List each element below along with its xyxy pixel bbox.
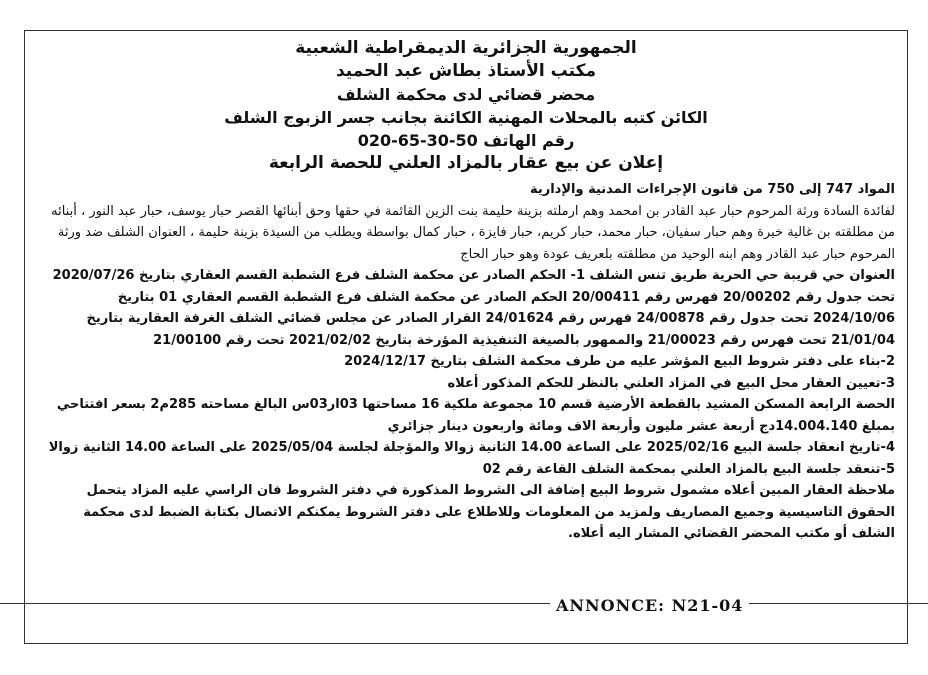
body-articles: المواد 747 إلى 750 من قانون الإجراءات المدنية والإدارية xyxy=(529,182,895,197)
footer-divider xyxy=(0,603,928,604)
body-item-4: 4-تاريخ انعقاد جلسة البيع 2025/02/16 على الساعة 14.00 الثانية زوالا والمؤجلة لجلسة 2025/05/04 على الساعة 14.00 الثانية زوالا xyxy=(48,440,895,455)
announcement-frame xyxy=(24,30,908,644)
header-office: مكتب الأستاذ بطاش عبد الحميد xyxy=(335,61,597,81)
body-item-3: 3-تعيين العقار محل البيع في المزاد العلني بالنظر للحكم المذكور أعلاه xyxy=(447,375,895,391)
header-republic: الجمهورية الجزائرية الديمقراطية الشعبية xyxy=(295,38,637,58)
header-bailiff: محضر قضائي لدى محكمة الشلف xyxy=(336,85,596,104)
body-item-2: 2-بناء على دفتر شروط البيع المؤشر عليه من طرف محكمة الشلف بتاريخ 2024/12/17 xyxy=(344,354,895,369)
announcement-content xyxy=(33,37,899,635)
header-address: الكائن كتبه بالمحلات المهنية الكائنة بجانب جسر الزبوج الشلف xyxy=(224,108,708,127)
body-property: الحصة الرابعة المسكن المشيد بالقطعة الأرضية قسم 10 مجموعة ملكية 16 مساحتها 03ار03س البالغ مساحته 285م2 بسعر افتتاحي بمبلغ 14.004.140دج أربعة عشر مليون وأربعة الاف ومائة واربعون دينار جزائري xyxy=(56,397,895,434)
header-phone: رقم الهاتف 50-30-65-020 xyxy=(357,131,575,150)
announcement-title: إعلان عن بيع عقار بالمزاد العلني للحصة الرابعة xyxy=(268,153,664,173)
body-item-5: 5-تنعقد جلسة البيع بالمزاد العلني بمحكمة الشلف القاعة رقم 02 xyxy=(482,461,895,477)
body-note: ملاحظة العقار المبين أعلاه مشمول شروط البيع إضافة الى الشروط المذكورة في دفتر الشروط فان الراسي عليه المزاد يتحمل الحقوق التاسيسية وجميع المصاريف ولمزيد من المعلومات وللاطلاع على دفتر الشروط يمكنكم الاتصال بكتابة الضبط لدى محكمة الشلف أو مكتب المحضر القضائي المشار اليه أعلاه. xyxy=(83,483,895,541)
announcement-body xyxy=(33,179,899,545)
body-judgments: العنوان حي قريبة حي الحرية طريق تنس الشلف 1- الحكم الصادر عن محكمة الشلف فرع الشطبة القسم العقاري بتاريخ 2020/07/26 تحت جدول رقم 20/00202 فهرس رقم 20/00411 الحكم الصادر عن محكمة الشلف فرع الشطبة القسم العقاري 01 بتاريخ 2024/10/06 تحت جدول رقم 24/00878 فهرس رقم 24/01624 القرار الصادر عن مجلس قضائي الشلف الغرفة العقارية بتاريخ 21/01/04 تحت فهرس رقم 21/00023 والممهور بالصيغة التنفيذية المؤرخة بتاريخ 2021/02/02 تحت رقم 21/00100 xyxy=(52,268,895,348)
annonce-number: ANNONCE: N21-04 xyxy=(550,596,749,615)
body-parties: لفائدة السادة ورثة المرحوم حبار عبد القادر بن امحمد وهم ارملته بزينة حليمة بنت الزين القائمة في حقها وحق أبنائها القصر حبار يوسف، حبار عبد النور ، أبنائه من مطلقته بن غالية خيرة وهم حبار سفيان، حبار محمد، حبار كريم، حبار فايزة ، حبار كمال بواسطة ويطلب من السيدة بزينة حليمة ، العنوان الشلف ضد ورثة المرحوم حبار عبد القادر وهم ابنه الوحيد من مطلقته بلعريف عودة وهو حبار الحاج xyxy=(51,203,895,262)
